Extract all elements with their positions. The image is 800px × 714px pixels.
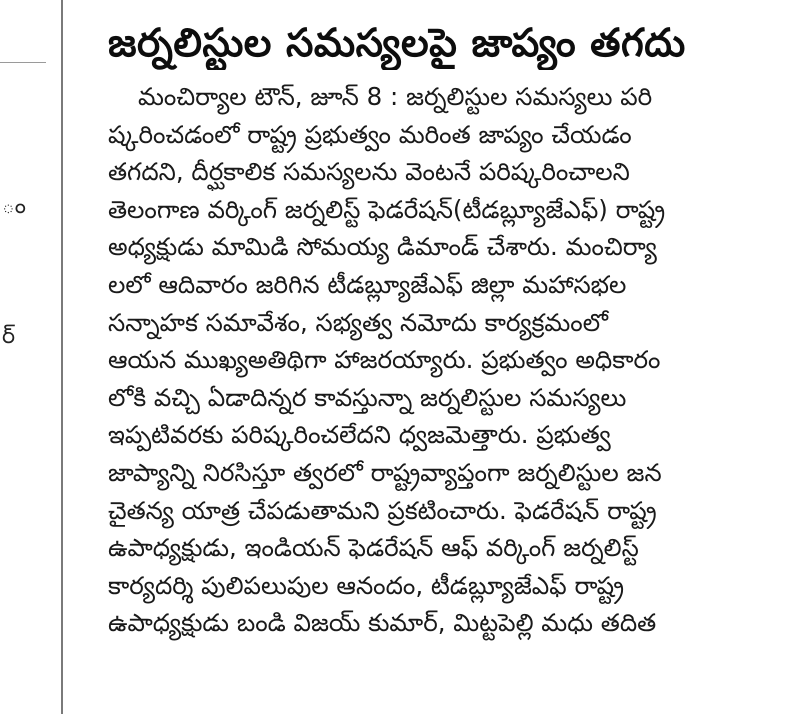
article-line: లోకి వచ్చి ఏడాదిన్నర కావస్తున్నా జర్నలిస్టుల సమస్యలు: [108, 382, 627, 412]
article-line: ఉపాధ్యక్షుడు, ఇండియన్ ఫెడరేషన్ ఆఫ్ వర్కింగ్ జర్నలిస్ట్: [108, 533, 639, 563]
article-line: ఉపాధ్యక్షుడు బండి విజయ్ కుమార్, మిట్టపెల్లి మధు తదిత: [108, 608, 657, 638]
adjacent-text-fragment: ర్: [2, 324, 16, 349]
article-line: మంచిర్యాల టౌన్, జూన్ 8 : జర్నలిస్టుల సమస్యలు పరి: [138, 82, 653, 111]
adjacent-column-fragment: [0, 0, 58, 714]
article-line: సన్నాహక సమావేశం, సభ్యత్వ నమోదు కార్యక్రమంలో: [108, 307, 608, 337]
article-line: ఇప్పటివరకు పరిష్కరించలేదని ధ్వజమెత్తారు. ప్రభుత్వ: [108, 420, 611, 450]
article-line: చైతన్య యాత్ర చేపడుతామని ప్రకటించారు. ఫెడరేషన్ రాష్ట్ర: [108, 495, 657, 525]
article-line: తగదని, దీర్ఘకాలిక సమస్యలను వెంటనే పరిష్కరించాలని: [108, 157, 630, 187]
article-body: [108, 78, 756, 642]
news-article: [108, 0, 756, 714]
article-line: తెలంగాణ వర్కింగ్ జర్నలిస్ట్ ఫెడరేషన్(టీడబ్ల్యూజేఎఫ్) రాష్ట్ర: [108, 194, 666, 224]
column-divider: [61, 0, 63, 714]
article-line: అధ్యక్షుడు మామిడి సోమయ్య డిమాండ్ చేశారు. మంచిర్యా: [108, 232, 657, 262]
article-line: లలో ఆదివారం జరిగిన టీడబ్ల్యూజేఎఫ్ జిల్లా మహాసభల: [108, 269, 627, 299]
article-headline: జర్నలిస్టుల సమస్యలపై జాప్యం తగదు: [108, 21, 686, 66]
article-line: జాప్యాన్ని నిరసిస్తూ త్వరలో రాష్ట్రవ్యాప్తంగా జర్నలిస్టుల జన: [108, 457, 662, 487]
article-line: కార్యదర్శి పులిపలుపుల ఆనందం, టీడబ్ల్యూజేఎఫ్ రాష్ట్ర: [108, 570, 625, 600]
adjacent-text-fragment: ం: [2, 194, 26, 219]
article-line: ఆయన ముఖ్యఅతిథిగా హాజరయ్యారు. ప్రభుత్వం అధికారం: [108, 345, 661, 375]
column-rule: [0, 62, 46, 63]
article-line: ష్కరించడంలో రాష్ట్ర ప్రభుత్వం మరింత జాప్యం చేయడం: [108, 119, 632, 149]
